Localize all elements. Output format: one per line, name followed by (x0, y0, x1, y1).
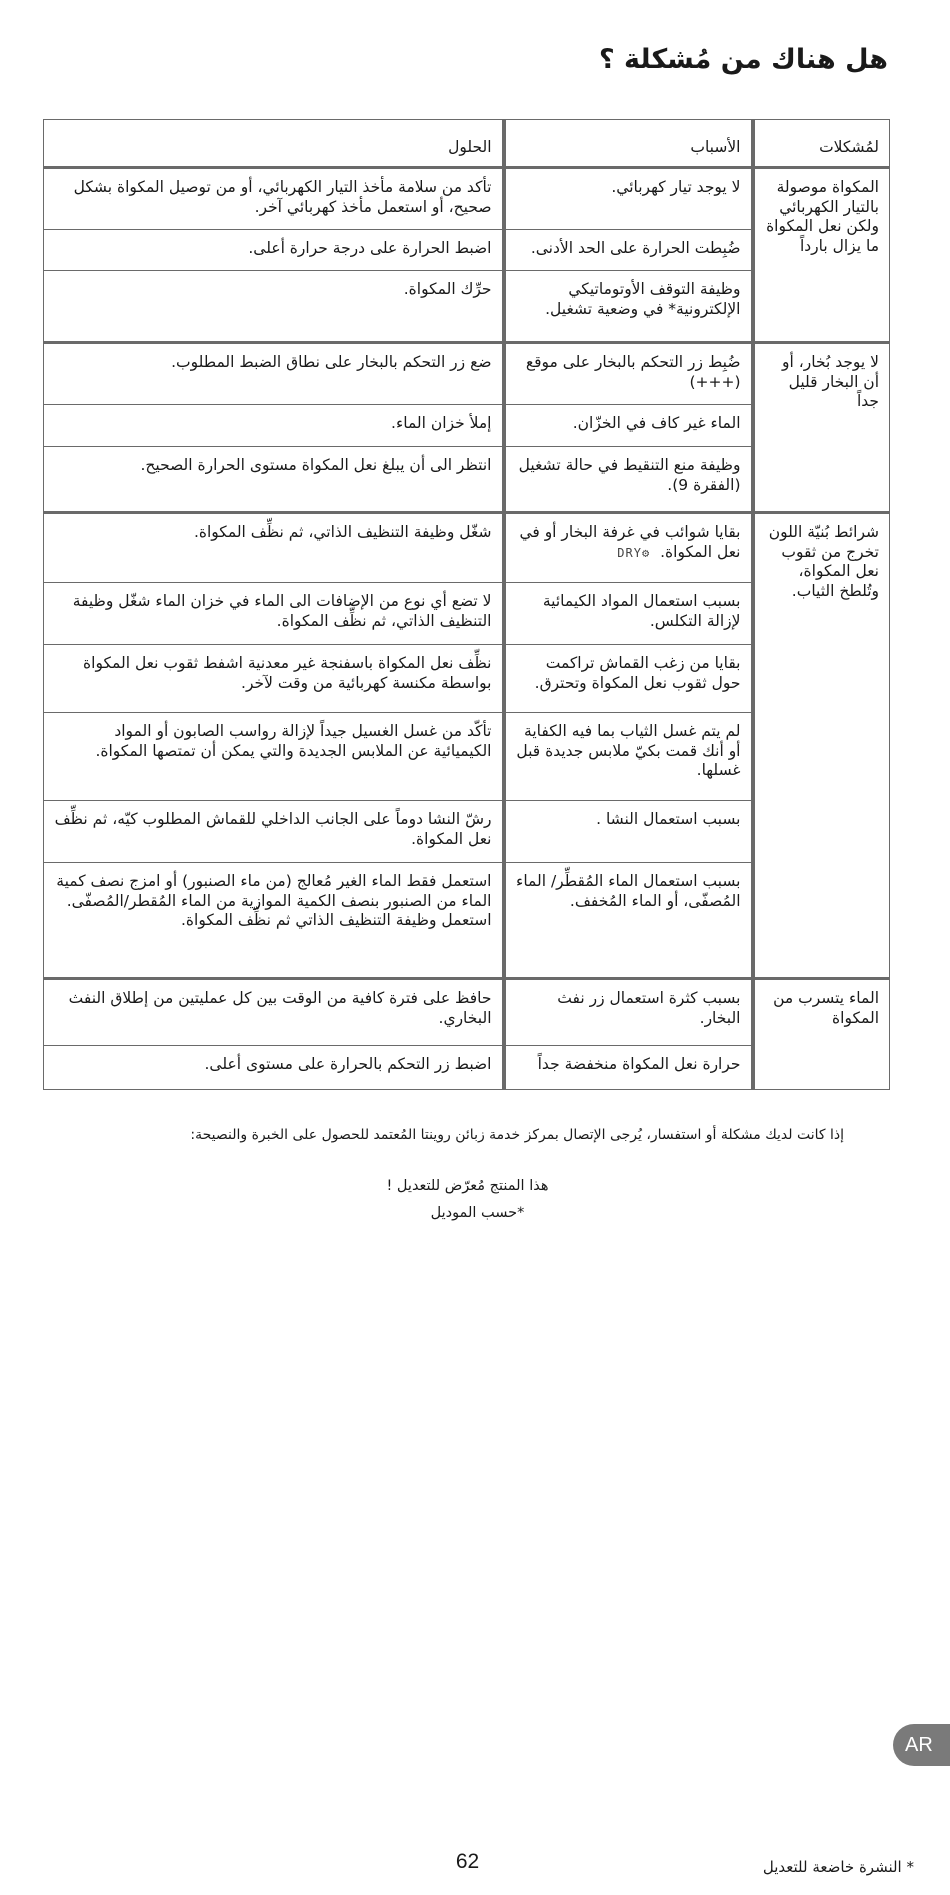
solution-cell: تأكّد من غسل الغسيل جيداً لإزالة رواسب الصابون أو المواد الكيميائية عن الملابس الجديدة والتي يمكن أن تمتصها المكواة. (44, 712, 504, 800)
contact-text: إذا كانت لديك مشكلة أو استفسار، يُرجى الإتصال بمركز خدمة زبائن روينتا المُعتمد للحصول على الخبرة والنصيحة: (190, 1127, 844, 1143)
page-number: 62 (455, 1850, 480, 1873)
cause-cell: بسبب كثرة استعمال زر نفث البخار. (504, 978, 753, 1045)
table-row (44, 512, 890, 582)
dry-mark-symbol: ⚙ (641, 545, 650, 560)
cause-cell: بقايا من زغب القماش تراكمت حول ثقوب نعل المكواة وتحترق. (504, 644, 753, 712)
solution-cell: حافظ على فترة كافية من الوقت بين كل عمليتين من إطلاق النفث البخاري. (44, 978, 504, 1045)
table-header-row (44, 120, 890, 168)
solution-cell: انتظر الى أن يبلغ نعل المكواة مستوى الحرارة الصحيح. (44, 446, 504, 512)
solution-cell: رشّ النشا دوماً على الجانب الداخلي للقماش المطلوب كيّه، ثم نظِّف نعل المكواة. (44, 800, 504, 862)
modification-notice: هذا المنتج مُعرّض للتعديل ! (386, 1178, 549, 1194)
solution-cell: حرِّك المكواة. (44, 270, 504, 342)
cause-cell: لا يوجد تيار كهربائي. (504, 167, 753, 229)
cause-cell (504, 512, 753, 582)
problem-cell: شرائط بُنيّة اللون تخرج من ثقوب نعل المكواة، وتُلطخ الثياب. (753, 512, 890, 978)
solution-cell: اضبط زر التحكم بالحرارة على مستوى أعلى. (44, 1045, 504, 1089)
table-row (44, 342, 890, 404)
problem-cell: المكواة موصولة بالتيار الكهربائي ولكن نعل المكواة ما يزال بارداً (753, 167, 890, 342)
dry-mark-icon (617, 546, 649, 560)
solution-cell: نظِّف نعل المكواة باسفنجة غير معدنية اشفط ثقوب نعل المكواة بواسطة مكنسة كهربائية من وقت لآخر. (44, 644, 504, 712)
table-row (44, 978, 890, 1045)
cause-cell: ضُبِط زر التحكم بالبخار على موقع (+++) (504, 342, 753, 404)
cause-cell: بسبب استعمال المواد الكيمائية لإزالة التكلس. (504, 582, 753, 644)
cause-cell: بسبب استعمال النشا . (504, 800, 753, 862)
cause-cell: بسبب استعمال الماء المُقطِّر/ الماء المُصفّى، أو الماء المُخفف. (504, 862, 753, 978)
solution-cell: تأكد من سلامة مأخذ التيار الكهربائي، أو من توصيل المكواة بشكل صحيح، أو استعمل مأخذ كهربائي آخر. (44, 167, 504, 229)
troubleshooting-table (43, 119, 890, 1090)
solution-cell: لا تضع أي نوع من الإضافات الى الماء في خزان الماء شغّل وظيفة التنظيف الذاتي، ثم نظِّف المكواة. (44, 582, 504, 644)
solution-cell: ضع زر التحكم بالبخار على نطاق الضبط المطلوب. (44, 342, 504, 404)
dry-mark-label: DRY (617, 545, 642, 560)
header-solutions: الحلول (44, 120, 504, 168)
cause-cell: حرارة نعل المكواة منخفضة جداً (504, 1045, 753, 1089)
cause-cell: الماء غير كاف في الخزّان. (504, 404, 753, 446)
header-problems: لمُشكلات (753, 120, 890, 168)
cause-cell: ضُبِطت الحرارة على الحد الأدنى. (504, 229, 753, 270)
footnote: * النشرة خاضعة للتعديل (762, 1858, 914, 1876)
cause-cell: وظيفة منع التنقيط في حالة تشغيل (الفقرة 9). (504, 446, 753, 512)
cause-cell: لم يتم غسل الثياب بما فيه الكفاية أو أنك قمت بكيّ ملابس جديدة قبل غسلها. (504, 712, 753, 800)
problem-cell: الماء يتسرب من المكواة (753, 978, 890, 1089)
solution-cell: شغّل وظيفة التنظيف الذاتي، ثم نظِّف المكواة. (44, 512, 504, 582)
cause-cell: وظيفة التوقف الأوتوماتيكي الإلكترونية* في وضعية تشغيل. (504, 270, 753, 342)
model-note: *حسب الموديل (430, 1205, 525, 1221)
table-row (44, 167, 890, 229)
solution-cell: إملأ خزان الماء. (44, 404, 504, 446)
header-causes: الأسباب (504, 120, 753, 168)
problem-cell: لا يوجد بُخار، أو أن البخار قليل جداً (753, 342, 890, 512)
cause-text: بقايا شوائب في غرفة البخار أو في نعل المكواة. (519, 522, 741, 561)
solution-cell: اضبط الحرارة على درجة حرارة أعلى. (44, 229, 504, 270)
solution-cell: استعمل فقط الماء الغير مُعالج (من ماء الصنبور) أو امزج نصف كمية الماء من الصنبور بنصف الكمية الموازية من الماء المُقطر/المُصفّى. استعمل وظيفة التنظيف الذاتي ثم نظِّف المكواة. (44, 862, 504, 978)
language-badge: AR (893, 1724, 950, 1766)
page-title: هل هناك من مُشكلة ؟ (598, 44, 888, 75)
